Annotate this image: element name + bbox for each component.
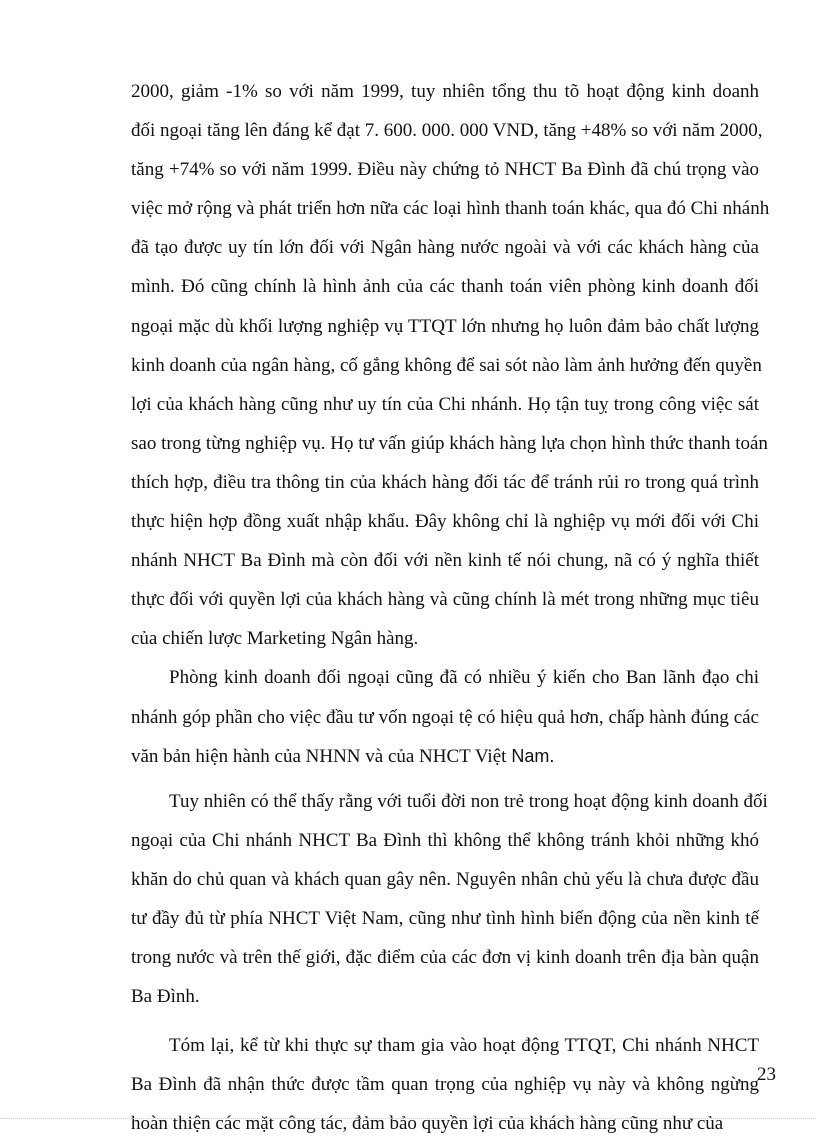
- text-line: [131, 977, 759, 1016]
- text-line: [131, 307, 759, 346]
- line-text: trong nước và trên thế giới, đặc điểm của các đơn vị kinh doanh trên địa bàn quận: [131, 947, 759, 969]
- line-text: mình. Đó cũng chính là hình ảnh của các thanh toán viên phòng kinh doanh đối: [131, 276, 759, 298]
- text-line: [131, 111, 763, 150]
- text-line: [131, 821, 759, 860]
- text-line: [131, 502, 759, 541]
- text-line: [131, 541, 759, 580]
- line-text: thích hợp, điều tra thông tin của khách hàng đối tác để tránh rủi ro trong quá trình: [131, 471, 759, 493]
- line-text: sao trong từng nghiệp vụ. Họ tư vấn giúp khách hàng lựa chọn hình thức thanh toán: [131, 432, 768, 454]
- text-line: [131, 580, 759, 619]
- text-line: [131, 860, 759, 899]
- line-text: lợi của khách hàng cũng như uy tín của Chi nhánh. Họ tận tuỵ trong công việc sát: [131, 393, 759, 415]
- line-text: Tóm lại, kể từ khi thực sự tham gia vào hoạt động TTQT, Chi nhánh NHCT: [169, 1035, 759, 1057]
- text-line: [131, 737, 759, 776]
- line-text: 2000, giảm -1% so với năm 1999, tuy nhiên tổng thu tõ hoạt động kinh doanh: [131, 81, 759, 102]
- text-line: [131, 1026, 759, 1065]
- line-text: thực đối với quyền lợi của khách hàng và cũng chính là mét trong những mục tiêu: [131, 589, 759, 611]
- text-line: [131, 385, 759, 424]
- line-text: thực hiện hợp đồng xuất nhập khẩu. Đây không chỉ là nghiệp vụ mới đối với Chi: [131, 511, 759, 533]
- line-text: Ba Đình đã nhận thức được tầm quan trọng của nghiệp vụ này và không ngừng: [131, 1074, 759, 1096]
- text-line: [131, 658, 759, 697]
- text-line: [131, 72, 759, 111]
- text-line: [131, 619, 759, 658]
- line-text: Ba Đình.: [131, 986, 200, 1008]
- text-line: [131, 698, 759, 737]
- text-line: [131, 1104, 759, 1143]
- paragraph: [131, 658, 759, 775]
- text-line: [131, 782, 768, 821]
- text-line: [131, 1065, 759, 1104]
- text-line: [131, 899, 759, 938]
- text-line: [131, 150, 759, 189]
- text-line: [131, 938, 759, 977]
- line-text: đã tạo được uy tín lớn đối với Ngân hàng nước ngoài và với các khách hàng của: [131, 237, 759, 259]
- line-text: nhánh góp phần cho việc đầu tư vốn ngoại tệ có hiệu quả hơn, chấp hành đúng các: [131, 706, 759, 728]
- text-line: [131, 267, 759, 306]
- text-line: [131, 228, 759, 267]
- line-text: ngoại của Chi nhánh NHCT Ba Đình thì không thể không tránh khỏi những khó: [131, 829, 759, 851]
- line-text: Tuy nhiên có thể thấy rằng với tuổi đời non trẻ trong hoạt động kinh doanh đối: [169, 790, 768, 812]
- paragraph: [131, 1026, 759, 1143]
- paragraph: [131, 782, 768, 1017]
- line-text: văn bản hiện hành của NHNN và của NHCT Việt: [131, 745, 507, 767]
- line-text: ngoại mặc dù khối lượng nghiệp vụ TTQT lớn nhưng họ luôn đảm bảo chất lượng: [131, 315, 759, 337]
- line-tail: Nam.: [506, 745, 555, 766]
- line-text: kinh doanh của ngân hàng, cố gắng không để sai sót nào làm ảnh hưởng đến quyền: [131, 354, 762, 376]
- line-text: của chiến lược Marketing Ngân hàng.: [131, 628, 419, 650]
- page-number: 23: [757, 1064, 776, 1085]
- line-text: tăng +74% so với năm 1999. Điều này chứng tỏ NHCT Ba Đình đã chú trọng vào: [131, 159, 759, 181]
- bottom-divider: [0, 1118, 816, 1119]
- line-text: hoàn thiện các mặt công tác, đảm bảo quyền lợi của khách hàng cũng như của: [131, 1113, 724, 1135]
- line-text: khăn do chủ quan và khách quan gây nên. Nguyên nhân chủ yếu là chưa được đầu: [131, 868, 759, 890]
- line-text: Phòng kinh doanh đối ngoại cũng đã có nhiều ý kiến cho Ban lãnh đạo chi: [169, 667, 759, 689]
- text-line: [131, 346, 762, 385]
- line-text: việc mở rộng và phát triển hơn nữa các loại hình thanh toán khác, qua đó Chi nhánh: [131, 198, 770, 220]
- line-text: tư đầy đủ từ phía NHCT Việt Nam, cũng như tình hình biến động của nền kinh tế: [131, 907, 759, 929]
- paragraph: [131, 72, 770, 658]
- text-line: [131, 463, 759, 502]
- text-line: [131, 424, 768, 463]
- line-text: đối ngoại tăng lên đáng kể đạt 7. 600. 000. 000 VND, tăng +48% so với năm 2000,: [131, 120, 763, 142]
- line-text: nhánh NHCT Ba Đình mà còn đối với nền kinh tế nói chung, nã có ý nghĩa thiết: [131, 550, 759, 572]
- text-line: [131, 189, 770, 228]
